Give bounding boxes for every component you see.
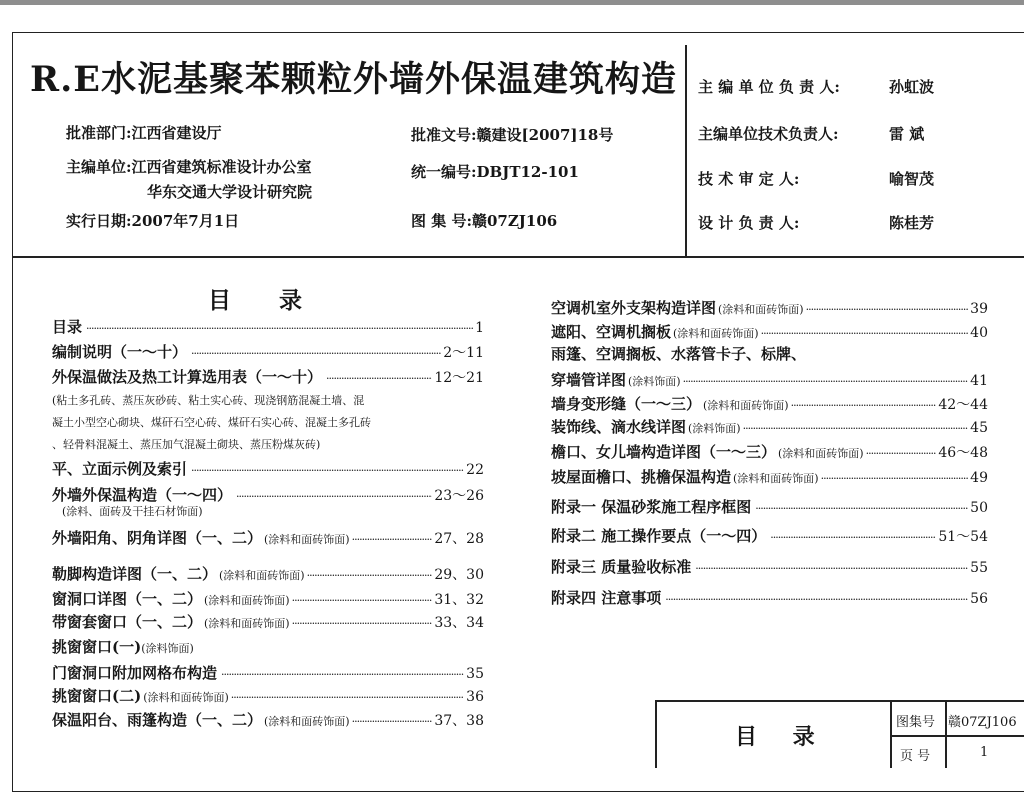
facade-note: (涂料、面砖及干挂石材饰面)	[62, 505, 203, 518]
toc-item[interactable]: 外墙外保温构造（一～四） ····· 23～26	[52, 484, 484, 505]
effective-date: 实行日期:2007年7月1日	[66, 212, 240, 230]
toc-item[interactable]: 挑窗窗口(二) (涂料和面砖饰面) ····· 36	[52, 685, 484, 706]
bay-window-1: 挑窗窗口(一)(涂料饰面)	[52, 638, 194, 656]
person-role-2: 主编单位技术负责人:	[698, 125, 839, 143]
toc-item[interactable]: 穿墙管详图 (涂料饰面) ····· 41	[551, 369, 988, 390]
editor-unit-2: 华东交通大学设计研究院	[147, 183, 313, 201]
header-divider	[12, 256, 1024, 258]
footer-mid-line	[890, 700, 892, 768]
footer-title: 目 录	[735, 724, 829, 750]
toc-item[interactable]: 檐口、女儿墙构造详图（一～三） (涂料和面砖饰面) ····· 46～48	[551, 441, 988, 462]
atlas-number: 图 集 号:赣07ZJ106	[411, 212, 558, 230]
footer-page-label: 页 号	[900, 749, 931, 764]
toc-item[interactable]: 带窗套窗口（一、二） (涂料和面砖饰面) ····· 33、34	[52, 611, 484, 632]
toc-item[interactable]: 编制说明（一～十） ····· 2～11	[52, 341, 484, 362]
footer-atlas-label: 图集号	[896, 715, 936, 730]
toc-item[interactable]: 坡屋面檐口、挑檐保温构造 (涂料和面砖饰面) ····· 49	[551, 466, 988, 487]
toc-item[interactable]: 外墙阳角、阴角详图（一、二） (涂料和面砖饰面) ····· 27、28	[52, 527, 484, 548]
toc-item[interactable]: 保温阳台、雨篷构造（一、二） (涂料和面砖饰面) ····· 37、38	[52, 709, 484, 730]
footer-top-line	[655, 700, 1024, 702]
toc-item[interactable]: 附录四 注意事项 ····· 56	[551, 587, 988, 608]
materials-note-line-3: 、轻骨料混凝土、蒸压加气混凝土砌块、蒸压粉煤灰砖)	[52, 438, 321, 451]
editor-unit: 主编单位:江西省建筑标准设计办公室	[66, 158, 312, 176]
person-name-4: 陈桂芳	[889, 214, 935, 232]
unified-no: 统一编号:DBJT12-101	[411, 163, 579, 181]
person-name-1: 孙虹波	[889, 78, 935, 96]
toc-item[interactable]: 附录二 施工操作要点（一～四） ····· 51～54	[551, 525, 988, 546]
toc-item[interactable]: 平、立面示例及索引 ····· 22	[52, 458, 484, 479]
footer-left-line	[655, 700, 657, 768]
toc-title: 目 录	[208, 287, 323, 314]
materials-note-line-1: (粘土多孔砖、蒸压灰砂砖、粘土实心砖、现浇钢筋混凝土墙、混	[52, 394, 365, 407]
toc-item[interactable]: 目录 ····· 1	[52, 316, 484, 337]
toc-item[interactable]: 附录一 保温砂浆施工程序框图 ····· 50	[551, 496, 988, 517]
footer-atlas-number: 赣07ZJ106	[948, 715, 1017, 730]
header-vertical-divider	[685, 45, 687, 257]
toc-item[interactable]: 装饰线、滴水线详图 (涂料饰面) ····· 45	[551, 416, 988, 437]
toc-item[interactable]: 勒脚构造详图（一、二） (涂料和面砖饰面) ····· 29、30	[52, 563, 484, 584]
top-edge-bar	[0, 0, 1024, 5]
document-title: R.E水泥基聚苯颗粒外墙外保温建筑构造	[30, 59, 677, 100]
approve-doc: 批准文号:赣建设[2007]18号	[411, 126, 614, 144]
toc-item[interactable]: 门窗洞口附加网格布构造 ····· 35	[52, 662, 484, 683]
person-role-1: 主 编 单 位 负 责 人:	[698, 78, 840, 96]
toc-item[interactable]: 空调机室外支架构造详图 (涂料和面砖饰面) ····· 39	[551, 297, 988, 318]
footer-row-line	[890, 735, 1024, 737]
toc-item[interactable]: 外保温做法及热工计算选用表（一～十） ····· 12～21	[52, 366, 484, 387]
toc-item[interactable]: 附录三 质量验收标准 ····· 55	[551, 556, 988, 577]
footer-page-number: 1	[980, 745, 989, 760]
materials-note-line-2: 凝土小型空心砌块、煤矸石空心砖、煤矸石实心砖、混凝土多孔砖	[52, 416, 371, 429]
person-role-3: 技 术 审 定 人:	[698, 170, 800, 188]
person-name-3: 喻智茂	[889, 170, 935, 188]
approve-dept: 批准部门:江西省建设厅	[66, 124, 222, 142]
footer-mid-line-2	[945, 700, 947, 768]
toc-item[interactable]: 墙身变形缝（一～三） (涂料和面砖饰面) ····· 42～44	[551, 393, 988, 414]
person-name-2: 雷 斌	[889, 125, 925, 143]
toc-item[interactable]: 窗洞口详图（一、二） (涂料和面砖饰面) ····· 31、32	[52, 588, 484, 609]
toc-continuation: 雨篷、空调搁板、水落管卡子、标牌、	[551, 345, 807, 363]
toc-item[interactable]: 遮阳、空调机搁板 (涂料和面砖饰面) ····· 40	[551, 321, 988, 342]
person-role-4: 设 计 负 责 人:	[698, 214, 800, 232]
